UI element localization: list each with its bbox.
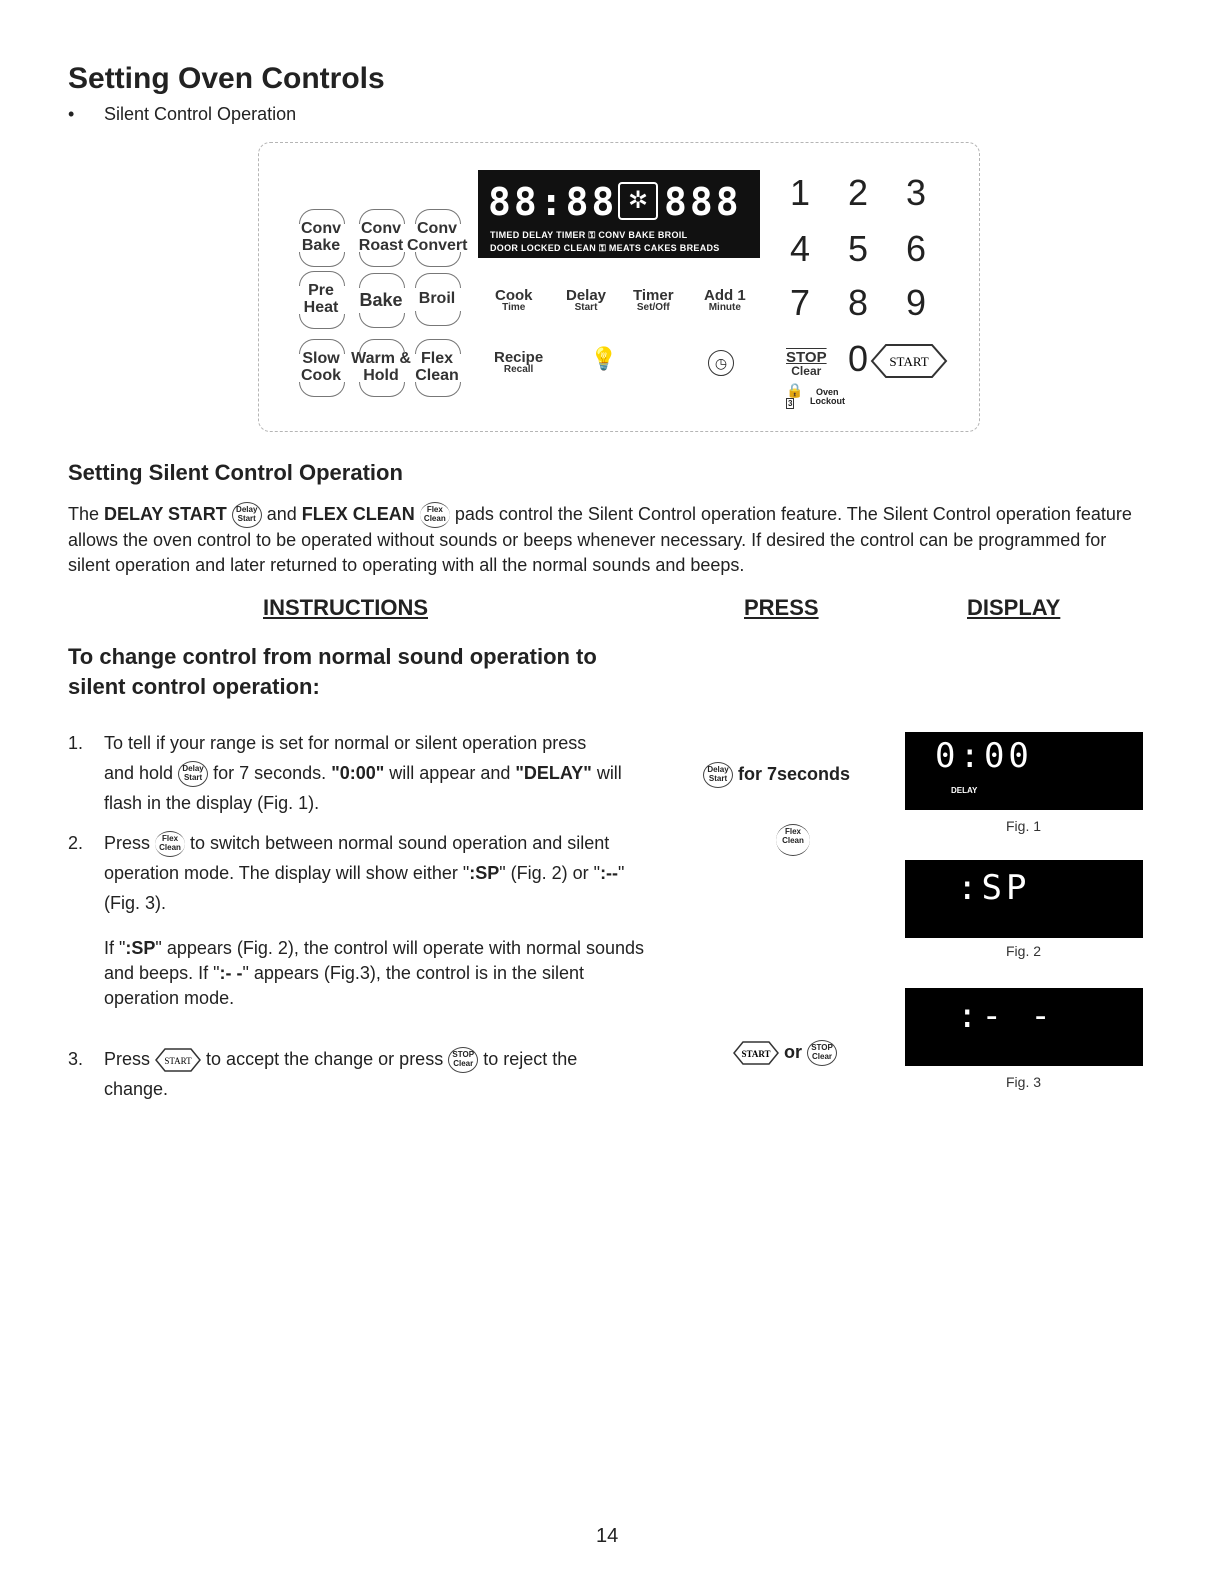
flex-clean-label: FLEX CLEAN	[301, 504, 415, 524]
text: :- -	[219, 963, 243, 983]
press-step-2	[776, 824, 810, 856]
delay-start-pad[interactable]	[566, 288, 606, 313]
pad-label: Conv	[417, 220, 457, 237]
broil-pad[interactable]	[407, 291, 467, 308]
text: " (Fig. 2) or "	[499, 863, 601, 883]
text: " appears (Fig.3), the control is in the silent operation mode.	[104, 963, 585, 1008]
text: change.	[104, 1079, 169, 1099]
lcd-readout: 0:00	[935, 736, 1033, 776]
flex-clean-icon: Flex Clean	[155, 831, 185, 857]
text: will	[591, 763, 622, 783]
press-text: or	[784, 1041, 803, 1062]
start-icon[interactable]	[733, 1040, 779, 1066]
recipe-recall-pad[interactable]	[494, 350, 543, 375]
start-button[interactable]	[870, 342, 948, 380]
pad-label: Roast	[358, 236, 404, 254]
figure-3-display	[905, 988, 1143, 1066]
text: Press	[104, 1049, 151, 1069]
page-title: Setting Oven Controls	[68, 62, 385, 95]
lockout-text: Lockout	[810, 396, 845, 406]
conv-roast-pad[interactable]	[351, 221, 411, 255]
text: :SP	[469, 863, 500, 883]
key-0[interactable]: 0	[848, 338, 869, 379]
step-number: 2.	[68, 833, 84, 853]
light-bulb-icon[interactable]: 💡	[590, 346, 618, 371]
pad-label: Cook	[495, 287, 533, 304]
lcd-readout: :- -	[957, 996, 1055, 1036]
stop-clear-icon[interactable]: STOP Clear	[807, 1040, 837, 1066]
clock-icon[interactable]: ◷	[708, 350, 734, 376]
text: to switch between normal sound operation and silent	[190, 833, 610, 853]
stop-clear-pad[interactable]	[786, 350, 827, 377]
text: :SP	[125, 938, 156, 958]
figure-1-caption: Fig. 1	[1006, 818, 1042, 834]
delay-start-icon: Delay Start	[178, 761, 208, 787]
figure-2-caption: Fig. 2	[1006, 943, 1042, 959]
pad-sublabel: Set/Off	[636, 302, 670, 313]
pad-label: Broil	[418, 290, 456, 307]
display-indicators-row2: DOOR LOCKED CLEAN ⚿ MEATS CAKES BREADS	[490, 243, 720, 253]
timer-pad[interactable]	[633, 288, 674, 313]
press-step-3	[733, 1040, 837, 1066]
text: The	[68, 504, 105, 524]
stop-clear-icon: STOP Clear	[448, 1047, 478, 1073]
text: " (Fig. 3).	[104, 863, 625, 913]
col-press: PRESS	[744, 595, 819, 620]
pad-sublabel: Recall	[503, 364, 534, 375]
text: operation mode. The display will show either "	[104, 863, 470, 883]
key-6[interactable]: 6	[906, 228, 927, 269]
col-display: DISPLAY	[967, 595, 1061, 620]
flex-clean-icon[interactable]: Flex Clean	[776, 824, 810, 856]
press-step-1	[703, 762, 850, 788]
text: will appear and	[384, 763, 516, 783]
lockout-text: Oven	[816, 387, 839, 397]
delay-start-icon[interactable]: Delay Start	[703, 762, 733, 788]
text: If "	[104, 938, 126, 958]
text: "0:00"	[331, 763, 385, 783]
display-digits-clock: 88:88	[488, 180, 618, 224]
key-8[interactable]: 8	[848, 282, 869, 323]
step-2-note	[104, 936, 664, 1011]
pad-sublabel: Clear	[791, 364, 822, 378]
lcd-sublabel: DELAY	[951, 786, 978, 795]
pad-label: Warm &	[351, 350, 411, 367]
pad-label: Flex	[420, 350, 453, 367]
text: to accept the change or press	[206, 1049, 444, 1069]
pad-label: Conv	[361, 220, 401, 237]
key-3[interactable]: 3	[906, 172, 927, 213]
svg-text:START: START	[741, 1049, 771, 1059]
pad-label: Delay	[566, 287, 607, 304]
display-indicators-row1: TIMED DELAY TIMER ⚿ CONV BAKE BROIL	[490, 230, 688, 240]
oven-lockout-label	[786, 382, 845, 408]
lcd-readout: :SP	[957, 868, 1031, 908]
pad-label: Clean	[415, 366, 459, 384]
fan-icon: ✲	[618, 182, 658, 220]
text: "DELAY"	[515, 763, 592, 783]
preheat-pad[interactable]	[291, 283, 351, 317]
key-1[interactable]: 1	[790, 172, 811, 213]
pad-label: Timer	[633, 287, 674, 304]
text: and hold	[104, 763, 174, 783]
conv-convert-pad[interactable]	[407, 221, 467, 255]
key-9[interactable]: 9	[906, 282, 927, 323]
pad-label: Bake	[359, 290, 403, 310]
col-instructions: INSTRUCTIONS	[263, 595, 428, 620]
start-icon	[155, 1047, 201, 1073]
svg-text:START: START	[164, 1056, 192, 1067]
pad-label: Pre	[308, 282, 334, 299]
text: pads control the Silent Control operation feature. The Silent Control operation feature allows the oven control to be operated without sounds or beeps whenever necessary. If desired the control can be programmed for silent operation and later returned to operating with all the normal sounds and beeps.	[68, 504, 1132, 576]
section-title: Setting Silent Control Operation	[68, 460, 403, 485]
lock-icon: 🔒	[786, 382, 804, 398]
text: :--	[600, 863, 619, 883]
cook-time-pad[interactable]	[495, 288, 533, 313]
lockout-badge: 3	[788, 399, 793, 408]
key-4[interactable]: 4	[790, 228, 811, 269]
intro-paragraph	[68, 502, 1148, 578]
delay-start-icon: Delay Start	[232, 502, 262, 528]
start-label: START	[889, 354, 929, 369]
pad-label: Cook	[301, 366, 341, 384]
text: flash in the display (Fig. 1).	[104, 793, 320, 813]
pad-label: Hold	[363, 366, 399, 384]
step-number: 3.	[68, 1049, 84, 1069]
pad-label: Convert	[407, 236, 468, 254]
pad-label: Slow	[302, 350, 340, 367]
pad-label: Bake	[301, 236, 341, 254]
oven-display	[478, 170, 760, 258]
warm-hold-pad[interactable]	[351, 351, 411, 385]
figure-1-display	[905, 732, 1143, 810]
press-text: for 7seconds	[738, 763, 851, 784]
delay-start-label: DELAY START	[104, 504, 227, 524]
pad-label: STOP	[786, 349, 827, 366]
key-2[interactable]: 2	[848, 172, 869, 213]
flex-clean-pad[interactable]	[407, 351, 467, 385]
pad-label: Heat	[303, 298, 339, 316]
add-minute-pad[interactable]	[704, 288, 746, 313]
page-number: 14	[596, 1525, 619, 1547]
procedure-title: To change control from normal sound operation to silent control operation:	[68, 644, 597, 699]
slow-cook-pad[interactable]	[291, 351, 351, 385]
figure-2-display	[905, 860, 1143, 938]
step-number: 1.	[68, 733, 84, 753]
text: for 7 seconds.	[213, 763, 332, 783]
display-digits-temp: 888	[664, 180, 742, 224]
pad-sublabel: Minute	[708, 302, 741, 313]
conv-bake-pad[interactable]	[291, 221, 351, 255]
text: Press	[104, 833, 151, 853]
bullet-text: Silent Control Operation	[104, 104, 297, 124]
pad-label: Add 1	[704, 287, 746, 304]
text: To tell if your range is set for normal or silent operation press	[104, 733, 587, 753]
pad-sublabel: Time	[502, 302, 526, 313]
text: and	[266, 504, 302, 524]
text: " appears (Fig. 2), the control will operate with normal sounds and beeps. If "	[104, 938, 645, 983]
bake-pad[interactable]	[351, 291, 411, 310]
key-5[interactable]: 5	[848, 228, 869, 269]
figure-3-caption: Fig. 3	[1006, 1074, 1042, 1090]
text: to reject the	[483, 1049, 578, 1069]
key-7[interactable]: 7	[790, 282, 811, 323]
pad-label: Conv	[301, 220, 341, 237]
pad-sublabel: Start	[574, 302, 598, 313]
pad-label: Recipe	[494, 349, 544, 366]
bullet-item: • Silent Control Operation	[68, 104, 297, 124]
flex-clean-icon: Flex Clean	[420, 502, 450, 528]
